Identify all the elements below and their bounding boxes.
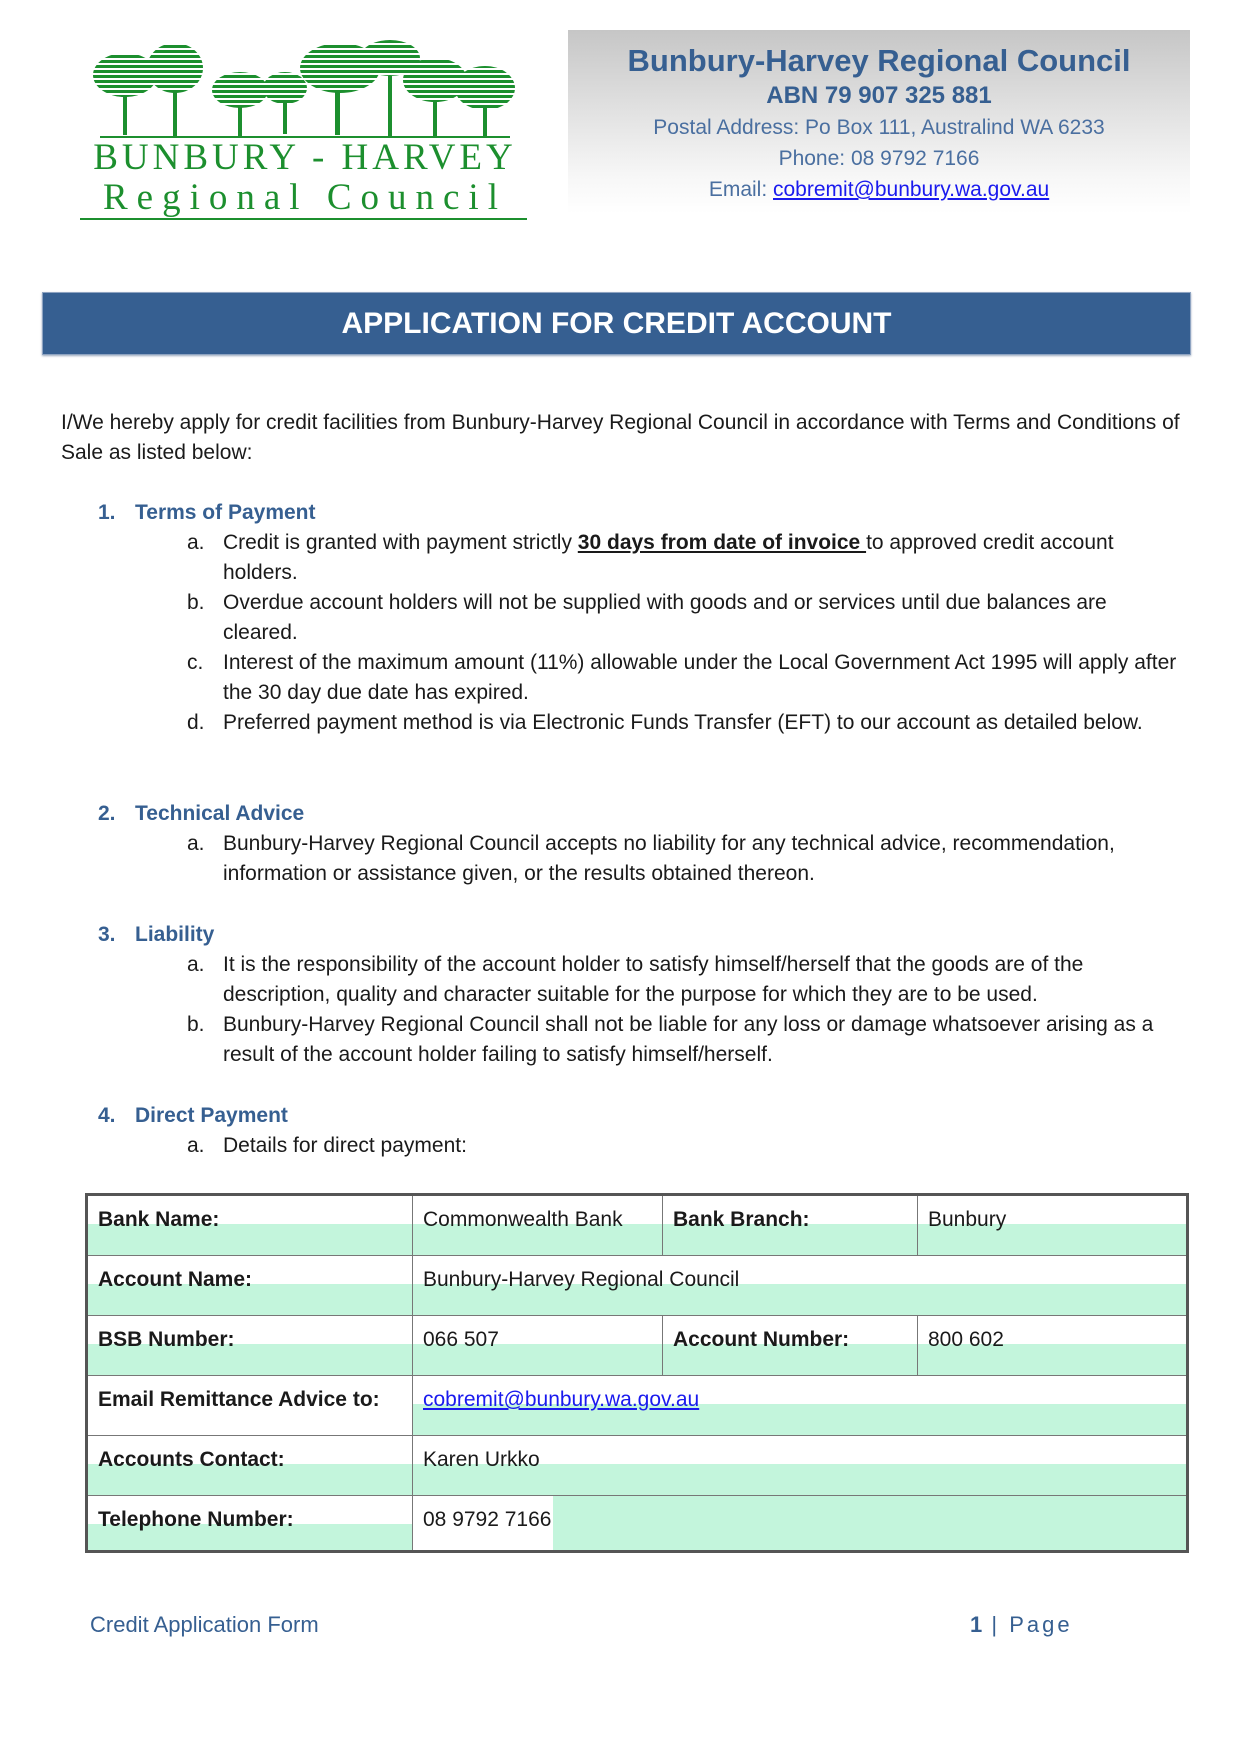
section-number: 1. xyxy=(98,501,116,524)
direct-payment-table xyxy=(85,1193,1189,1553)
bank-name-value xyxy=(413,1196,663,1256)
accounts-contact-value xyxy=(413,1436,1186,1496)
trees-logo-icon xyxy=(90,40,520,150)
bank-branch-label-text: Bank Branch: xyxy=(673,1208,810,1231)
account-number-text: 800 602 xyxy=(928,1328,1004,1351)
item-text-post: to approved credit account holders. xyxy=(223,531,1114,584)
footer-form-name: Credit Application Form xyxy=(90,1612,319,1637)
postal-address: Postal Address: Po Box 111, Australind WA 6233 xyxy=(653,116,1105,139)
email-label: Email: xyxy=(708,178,773,201)
abn-number: ABN 79 907 325 881 xyxy=(766,82,992,109)
account-number-label-text: Account Number: xyxy=(673,1328,850,1351)
item-text-pre: Credit is granted with payment strictly xyxy=(223,531,578,554)
page-number: 1 xyxy=(970,1612,983,1637)
bsb-value xyxy=(413,1316,663,1376)
bsb-label-text: BSB Number: xyxy=(98,1328,235,1351)
email-remittance-label xyxy=(88,1376,413,1436)
telephone-value xyxy=(413,1496,1186,1550)
section-number: 4. xyxy=(98,1104,116,1127)
payment-terms-emphasis: 30 days from date of invoice xyxy=(577,531,867,554)
bsb-text: 066 507 xyxy=(423,1328,499,1351)
phone-number: Phone: 08 9792 7166 xyxy=(778,147,980,170)
email-link[interactable]: cobremit@bunbury.wa.gov.au xyxy=(773,178,1050,201)
telephone-text: 08 9792 7166 xyxy=(423,1508,552,1531)
item-text: Preferred payment method is via Electronic Funds Transfer (EFT) to our account as detailed below. xyxy=(223,711,1143,734)
section-number: 3. xyxy=(98,923,116,946)
accounts-contact-text: Karen Urkko xyxy=(423,1448,540,1471)
bank-branch-value xyxy=(918,1196,1186,1256)
item-text: Overdue account holders will not be supplied with goods and or services until due balances are cleared. xyxy=(223,591,1107,644)
page-title: APPLICATION FOR CREDIT ACCOUNT xyxy=(42,292,1191,355)
section-title: Liability xyxy=(135,923,215,946)
item-letter: a. xyxy=(187,1134,205,1157)
account-name-text: Bunbury-Harvey Regional Council xyxy=(423,1268,740,1291)
intro-paragraph: I/We hereby apply for credit facilities from Bunbury-Harvey Regional Council in accordance with Terms and Conditions of Sale as listed below: xyxy=(61,411,1180,464)
remittance-email-link[interactable]: cobremit@bunbury.wa.gov.au xyxy=(423,1388,700,1411)
item-text: Details for direct payment: xyxy=(223,1134,467,1157)
account-number-label xyxy=(663,1316,918,1376)
item-text: Interest of the maximum amount (11%) allowable under the Local Government Act 1995 will apply after the 30 day due date has expired. xyxy=(223,651,1177,704)
org-name: Bunbury-Harvey Regional Council xyxy=(627,43,1131,78)
telephone-label-text: Telephone Number: xyxy=(98,1508,294,1531)
item-letter: a. xyxy=(187,953,205,976)
section-heading xyxy=(98,498,316,528)
item-letter: d. xyxy=(187,711,205,734)
item-letter: b. xyxy=(187,1013,205,1036)
telephone-label xyxy=(88,1496,413,1550)
bank-name-label-text: Bank Name: xyxy=(98,1208,220,1231)
section-title: Technical Advice xyxy=(135,802,305,825)
item-text: It is the responsibility of the account holder to satisfy himself/herself that the goods are of the description, quality and character suitable for the purpose for which they are to be used. xyxy=(223,953,1084,1006)
email-line xyxy=(568,174,1190,205)
email-remittance-value xyxy=(413,1376,1186,1436)
accounts-contact-label-text: Accounts Contact: xyxy=(98,1448,285,1471)
item-letter: a. xyxy=(187,832,205,855)
field-highlight xyxy=(553,1496,1186,1550)
account-name-value xyxy=(413,1256,1186,1316)
bank-branch-text: Bunbury xyxy=(928,1208,1007,1231)
council-logo xyxy=(80,40,530,222)
email-remittance-label-text: Email Remittance Advice to: xyxy=(98,1388,380,1411)
account-name-label-text: Account Name: xyxy=(98,1268,253,1291)
item-letter: b. xyxy=(187,591,205,614)
item-letter: a. xyxy=(187,531,205,554)
account-number-value xyxy=(918,1316,1186,1376)
item-letter: c. xyxy=(187,651,204,674)
account-name-label xyxy=(88,1256,413,1316)
logo-text-line1: BUNBURY - HARVEY xyxy=(93,137,517,178)
address-block xyxy=(568,30,1190,214)
bsb-label xyxy=(88,1316,413,1376)
accounts-contact-label xyxy=(88,1436,413,1496)
logo-text-line2: Regional Council xyxy=(103,177,507,218)
footer-page-number xyxy=(970,1612,1073,1638)
section-number: 2. xyxy=(98,802,116,825)
logo-underline xyxy=(80,218,527,220)
section-title: Terms of Payment xyxy=(135,501,316,524)
bank-branch-label xyxy=(663,1196,918,1256)
item-text xyxy=(223,528,1183,588)
section-title: Direct Payment xyxy=(135,1104,288,1127)
section-heading xyxy=(98,799,304,829)
item-text: Bunbury-Harvey Regional Council shall not be liable for any loss or damage whatsoever arising as a result of the account holder failing to satisfy himself/herself. xyxy=(223,1013,1154,1066)
section-heading xyxy=(98,920,214,950)
page-separator: | xyxy=(982,1612,1010,1637)
item-text: Bunbury-Harvey Regional Council accepts no liability for any technical advice, recommendation, information or assistance given, or the results obtained thereon. xyxy=(223,832,1115,885)
bank-name-text: Commonwealth Bank xyxy=(423,1208,623,1231)
bank-name-label xyxy=(88,1196,413,1256)
section-heading xyxy=(98,1101,288,1131)
page-word: Page xyxy=(1009,1612,1073,1637)
